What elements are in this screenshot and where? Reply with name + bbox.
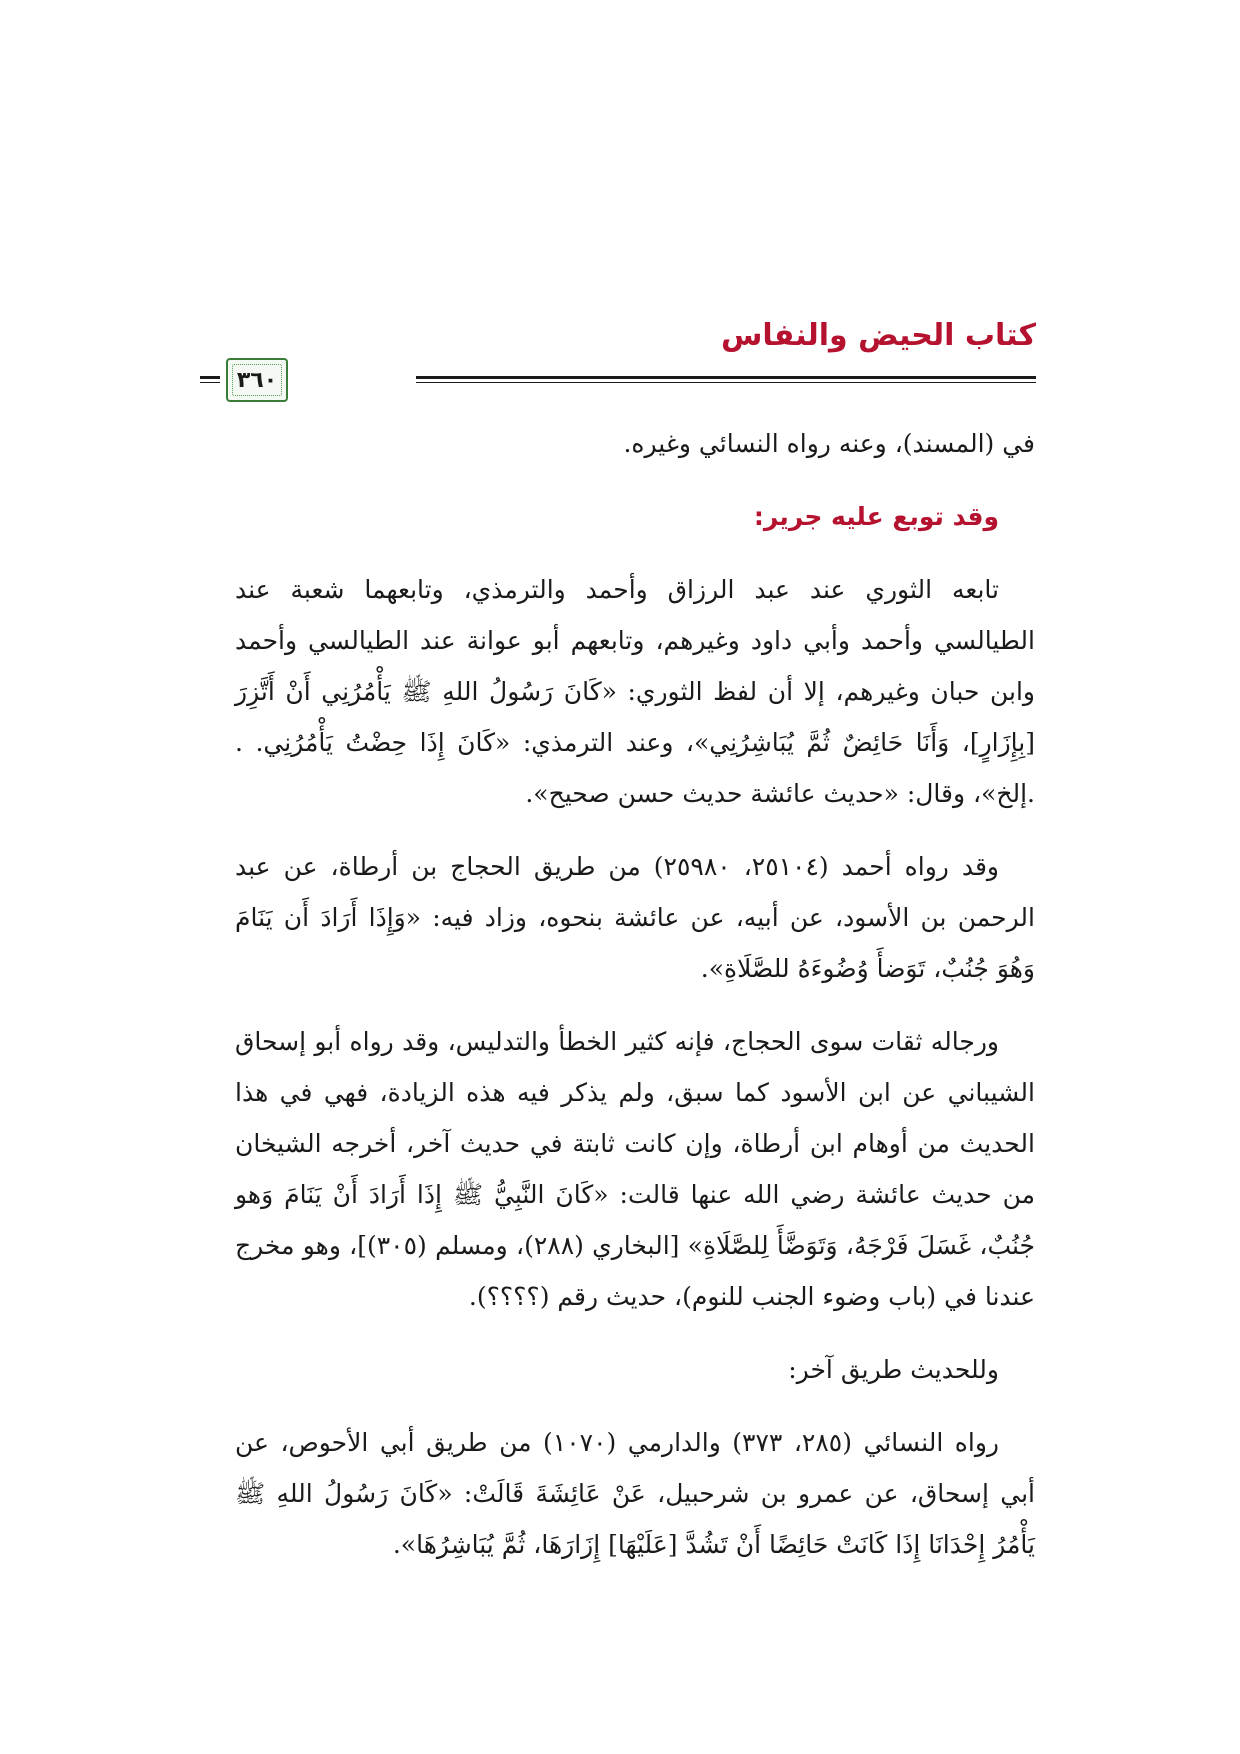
paragraph: تابعه الثوري عند عبد الرزاق وأحمد والترمذي، وتابعهما شعبة عند الطيالسي وأحمد وأبي داود وغيرهم، وتابعهم أبو عوانة عند الطيالسي وأحمد وابن حبان وغيرهم، إلا أن لفظ الثوري: «كَانَ رَسُولُ اللهِ ﷺ يَأْمُرُنِي أَنْ أَتَّزِرَ [بِإِزَارٍ]، وَأَنَا حَائِضٌ ثُمَّ يُبَاشِرُنِي»، وعند الترمذي: «كَانَ إِذَا حِضْتُ يَأْمُرُنِي. . .إلخ»، وقال: «حديث عائشة حديث حسن صحيح». xyxy=(235,575,1035,808)
header-rule xyxy=(416,376,1036,379)
page-header xyxy=(200,318,1036,408)
page-number-badge xyxy=(226,358,288,402)
paragraph-continuation: في (المسند)، وعنه رواه النسائي وغيره. xyxy=(623,429,1035,458)
header-rule-left xyxy=(200,376,220,379)
paragraph: وقد رواه أحمد (٢٥١٠٤، ٢٥٩٨٠) من طريق الحجاج بن أرطاة، عن عبد الرحمن بن الأسود، عن أبيه، عن عائشة بنحوه، وزاد فيه: «وَإِذَا أَرَادَ أَن يَنَامَ وَهُوَ جُنُبٌ، تَوَضأَ وُضُوءَهُ للصَّلَاةِ». xyxy=(235,852,1035,983)
header-rule-thin xyxy=(416,382,1036,383)
section-subheading: وقد توبع عليه جرير: xyxy=(753,502,999,531)
book-title: كتاب الحيض والنفاس xyxy=(720,318,1036,353)
page-body xyxy=(235,418,1035,1592)
header-rule-left-thin xyxy=(200,382,220,383)
paragraph-heading-line: وللحديث طريق آخر: xyxy=(788,1355,999,1384)
page-number: ٣٦٠ xyxy=(236,367,278,393)
paragraph: رواه النسائي (٢٨٥، ٣٧٣) والدارمي (١٠٧٠) من طريق أبي الأحوص، عن أبي إسحاق، عن عمرو بن شرحبيل، عَنْ عَائِشَةَ قَالَتْ: «كَانَ رَسُولُ اللهِ ﷺ يَأْمُرُ إِحْدَانَا إِذَا كَانَتْ حَائِضًا أَنْ تَشُدَّ [عَلَيْهَا] إِزَارَهَا، ثُمَّ يُبَاشِرُهَا». xyxy=(235,1428,1035,1559)
paragraph: ورجاله ثقات سوى الحجاج، فإنه كثير الخطأ والتدليس، وقد رواه أبو إسحاق الشيباني عن ابن الأسود كما سبق، ولم يذكر فيه هذه الزيادة، فهي في هذا الحديث من أوهام ابن أرطاة، وإن كانت ثابتة في حديث آخر، أخرجه الشيخان من حديث عائشة رضي الله عنها قالت: «كَانَ النَّبِيُّ ﷺ إِذَا أَرَادَ أَنْ يَنَامَ وَهو جُنُبٌ، غَسَلَ فَرْجَهُ، وَتَوَضَّأَ لِلصَّلَاةِ» [البخاري (٢٨٨)، ومسلم (٣٠٥)]، وهو مخرج عندنا في (باب وضوء الجنب للنوم)، حديث رقم (؟؟؟؟). xyxy=(235,1027,1036,1311)
